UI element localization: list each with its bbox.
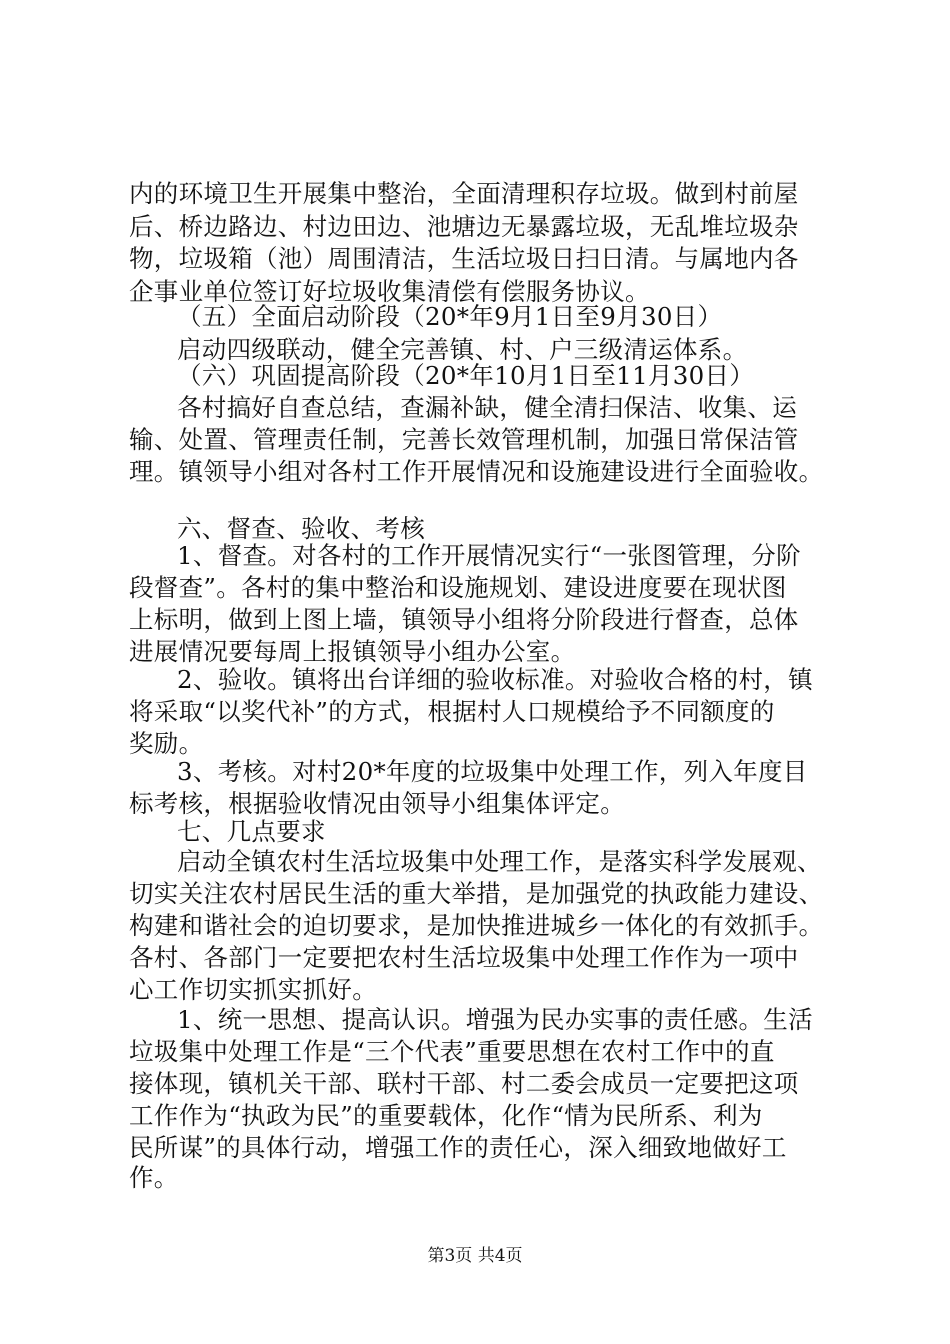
paragraph-line: 上标明，做到上图上墙，镇领导小组将分阶段进行督查，总体 [129,605,799,634]
paragraph-line: 1、督查。对各村的工作开展情况实行“一张图管理，分阶 [177,541,801,570]
paragraph-line: 企事业单位签订好垃圾收集清偿有偿服务协议。 [129,277,650,306]
paragraph-line: 内的环境卫生开展集中整治，全面清理积存垃圾。做到村前屋 [129,179,799,208]
section-heading: 七、几点要求 [177,817,326,846]
paragraph-line: 2、验收。镇将出台详细的验收标准。对验收合格的村，镇 [177,665,813,694]
paragraph-line: 输、处置、管理责任制，完善长效管理机制，加强日常保洁管 [129,425,799,454]
paragraph-line: 民所谋”的具体行动，增强工作的责任心，深入细致地做好工 [129,1133,787,1162]
paragraph-line: 标考核，根据验收情况由领导小组集体评定。 [129,789,625,818]
paragraph-line: 1、统一思想、提高认识。增强为民办实事的责任感。生活 [177,1005,813,1034]
page-number-footer: 第3页 共4页 [427,1246,523,1266]
paragraph-line: 构建和谐社会的迫切要求，是加快推进城乡一体化的有效抓手。 [129,911,824,940]
paragraph-line: 各村、各部门一定要把农村生活垃圾集中处理工作作为一项中 [129,943,799,972]
paragraph-line: 3、考核。对村20*年度的垃圾集中处理工作，列入年度目 [177,757,808,786]
section-heading: （六）巩固提高阶段（20*年10月1日至11月30日） [177,361,755,390]
paragraph-line: 后、桥边路边、村边田边、池塘边无暴露垃圾，无乱堆垃圾杂 [129,212,799,241]
paragraph-line: 接体现，镇机关干部、联村干部、村二委会成员一定要把这项 [129,1069,799,1098]
paragraph-line: 理。镇领导小组对各村工作开展情况和设施建设进行全面验收。 [129,457,824,486]
paragraph-line: 心工作切实抓实抓好。 [129,975,377,1004]
paragraph-line: 段督查”。各村的集中整治和设施规划、建设进度要在现状图 [129,573,787,602]
paragraph-line: 启动四级联动，健全完善镇、村、户三级清运体系。 [177,335,748,364]
paragraph-line: 工作作为“执政为民”的重要载体，化作“情为民所系、利为 [129,1101,763,1130]
section-heading: 六、督查、验收、考核 [177,514,425,543]
paragraph-line: 启动全镇农村生活垃圾集中处理工作，是落实科学发展观、 [177,847,822,876]
paragraph-line: 各村搞好自查总结，查漏补缺，健全清扫保洁、收集、运 [177,393,797,422]
paragraph-line: 垃圾集中处理工作是“三个代表”重要思想在农村工作中的直 [129,1037,775,1066]
paragraph-line: 切实关注农村居民生活的重大举措，是加强党的执政能力建设、 [129,879,824,908]
paragraph-line: 将采取“以奖代补”的方式，根据村人口规模给予不同额度的 [129,697,775,726]
paragraph-line: 作。 [129,1163,179,1192]
paragraph-line: 进展情况要每周上报镇领导小组办公室。 [129,637,576,666]
paragraph-line: 奖励。 [129,729,204,758]
paragraph-line: 物，垃圾箱（池）周围清洁，生活垃圾日扫日清。与属地内各 [129,244,799,273]
section-heading: （五）全面启动阶段（20*年9月1日至9月30日） [177,302,723,331]
